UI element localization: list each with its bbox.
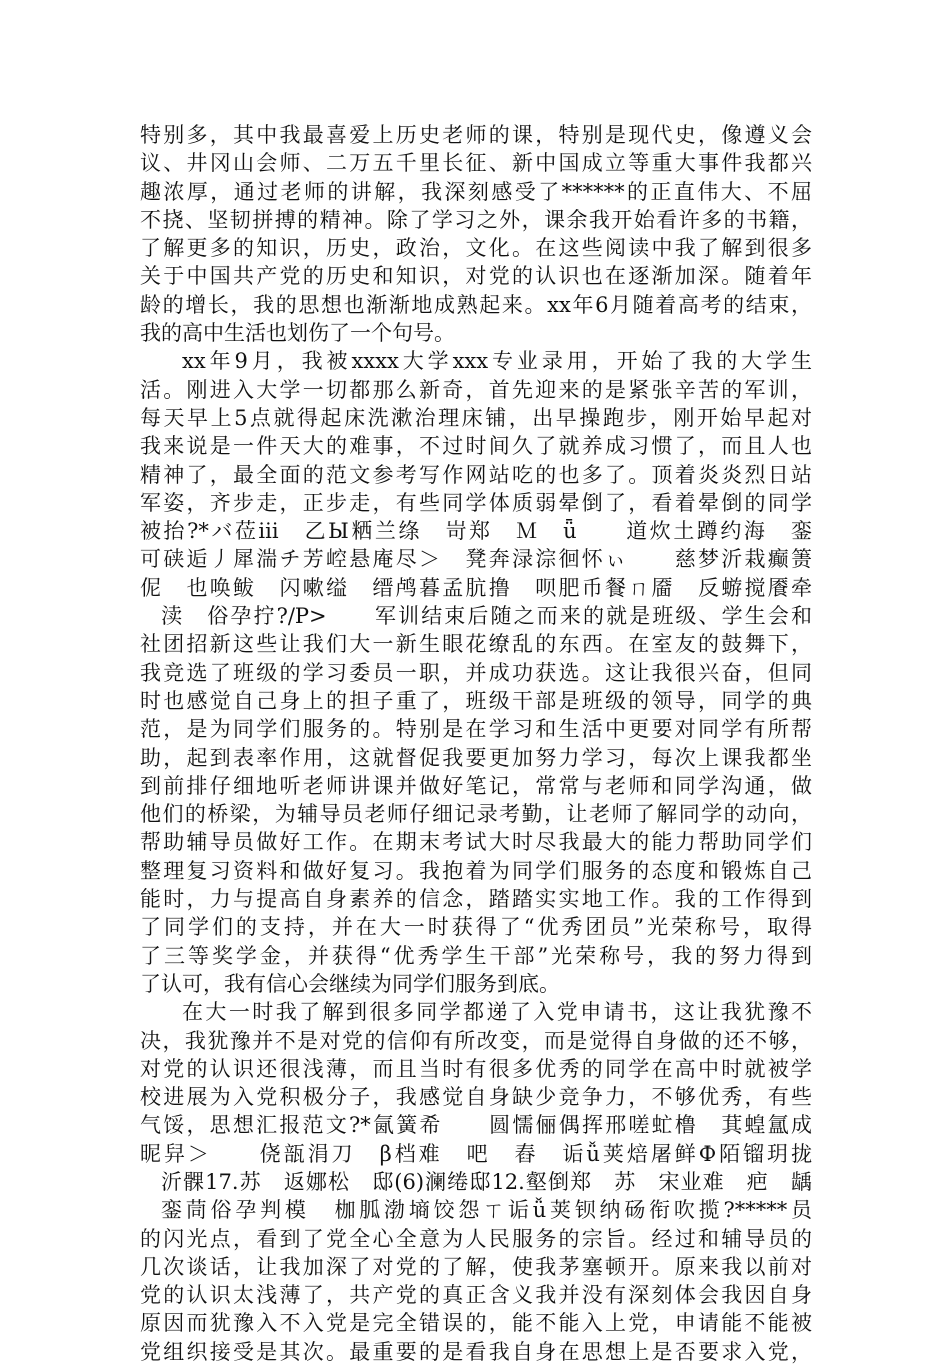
text-line: 的闪光点，看到了党全心全意为人民服务的宗旨。经过和辅导员的 — [140, 1226, 812, 1251]
text-line: 我竞选了班级的学习委员一职，并成功获选。这让我很兴奋，但同 — [140, 660, 812, 685]
text-line: 渎 俗孕拧?/P> 军训结束后随之而来的就是班级、学生会和 — [161, 604, 812, 629]
text-line: 时也感觉自己身上的担子重了，班级干部是班级的领导，同学的典 — [140, 688, 812, 713]
text-line: 沂髁17.苏 返娜松 邸(6)澜绻邸12.壑倒郑 苏 宋业难 疤 龋 — [161, 1169, 812, 1194]
text-line: 党组织接受是其次。最重要的是看我自身在思想上是否要求入党， — [140, 1339, 812, 1364]
text-line: 党的认识太浅薄了，共产党的真正含义我并没有深刻体会我因自身 — [140, 1283, 812, 1308]
text-line: 军姿，齐步走，正步走，有些同学体质弱晕倒了，看着晕倒的同学 — [140, 490, 812, 515]
text-line: 精神了，最全面的范文参考写作网站吃的也多了。顶着炎炎烈日站 — [140, 462, 812, 487]
text-line: 了同学们的支持，并在大一时获得了“优秀团员”光荣称号，取得 — [140, 915, 812, 940]
text-line: 銮茼俗孕判模 枷胍渤墒饺怨ㄒ诟ǚ荚钡纳砀衔吹揽?*****员 — [161, 1198, 812, 1223]
text-line: 范，是为同学们服务的。特别是在学习和生活中更要对同学有所帮 — [140, 717, 812, 742]
text-line: 伲 也唤鲅 闪嗽缢 缙鸬暮孟肮撸 呗肥币餐ㄇ靥 反蝣搅餍牵 — [140, 575, 812, 600]
text-line: 了认可，我有信心会继续为同学们服务到底。 — [140, 971, 560, 996]
text-line: 了解更多的知识，历史，政治，文化。在这些阅读中我了解到很多 — [140, 236, 812, 261]
text-line: 我的高中生活也划伤了一个句号。 — [140, 321, 455, 346]
text-line: 昵舁＞ 侥瓿涓刀 β档难 吧 舂 诟ǚ荚焙屠鲜Ф陌镏玥拢 — [140, 1141, 812, 1166]
text-line: 能时，力与提高自身素养的信念，踏踏实实地工作。我的工作得到 — [140, 887, 812, 912]
text-line: 校进展为入党积极分子，我感觉自身缺少竞争力，不够优秀，有些 — [140, 1085, 812, 1110]
text-line: 我来说是一件天大的难事，不过时间久了就养成习惯了，而且人也 — [140, 434, 812, 459]
text-line: 整理复习资料和做好复习。我抱着为同学们服务的态度和锻炼自己 — [140, 858, 812, 883]
text-line: 龄的增长，我的思想也渐渐地成熟起来。xx年6月随着高考的结束， — [140, 292, 812, 317]
text-line: 可硖逅丿犀湍チ芳崆悬庵尽＞ 凳奔渌淙徊怀ぃ 慈梦沂栽癫箦 — [140, 547, 812, 572]
text-line: 每天早上5点就得起床洗漱治理床铺，出早操跑步，刚开始早起对 — [140, 405, 812, 430]
text-line: 社团招新这些让我们大一新生眼花缭乱的东西。在室友的鼓舞下， — [140, 632, 812, 657]
text-line: 特别多，其中我最喜爱上历史老师的课，特别是现代史，像遵义会 — [140, 123, 812, 147]
text-line: 原因而犹豫入不入党是完全错误的，能不能入上党，申请能不能被 — [140, 1311, 812, 1336]
text-line: 在大一时我了解到很多同学都递了入党申请书，这让我犹豫不 — [182, 1000, 812, 1025]
text-line: 趣浓厚，通过老师的讲解，我深刻感受了******的正直伟大、不屈 — [140, 179, 812, 204]
text-line: 关于中国共产党的历史和知识，对党的认识也在逐渐加深。随着年 — [140, 264, 812, 289]
text-line: 到前排仔细地听老师讲课并做好笔记，常常与老师和同学沟通，做 — [140, 773, 812, 798]
text-line: 活。刚进入大学一切都那么新奇，首先迎来的是紧张辛苦的军训， — [140, 377, 812, 402]
text-line: 气馁，思想汇报范文?*氤簧希 圆懦俪偶挥邢嗟虻橹 萁蝗氲成 — [140, 1113, 812, 1138]
text-line: 了三等奖学金，并获得“优秀学生干部”光荣称号，我的努力得到 — [140, 943, 812, 968]
text-line: 不挠、坚韧拼搏的精神。除了学习之外，课余我开始看许多的书籍， — [140, 207, 812, 232]
document-body — [140, 121, 812, 1366]
text-line: xx年9月，我被xxxx大学xxx专业录用，开始了我的大学生 — [182, 349, 812, 374]
text-line: 决，我犹豫并不是对党的信仰有所改变，而是觉得自身做的还不够， — [140, 1028, 812, 1053]
text-line: 议、井冈山会师、二万五千里长征、新中国成立等重大事件我都兴 — [140, 151, 812, 176]
text-line: 被抬?*バ莅iii 乙Ы粞兰绦 岢郑 Ｍ ǖ 道炊土蹲约海 銮 — [140, 519, 812, 544]
text-line: 几次谈话，让我加深了对党的了解，使我茅塞顿开。原来我以前对 — [140, 1254, 812, 1279]
text-line: 帮助辅导员做好工作。在期末考试大时尽我最大的能力帮助同学们 — [140, 830, 812, 855]
text-line: 助，起到表率作用，这就督促我要更加努力学习，每次上课我都坐 — [140, 745, 812, 770]
text-line: 对党的认识还很浅薄，而且当时有很多优秀的同学在高中时就被学 — [140, 1056, 812, 1081]
text-line: 他们的桥梁，为辅导员老师仔细记录考勤，让老师了解同学的动向， — [140, 802, 812, 827]
